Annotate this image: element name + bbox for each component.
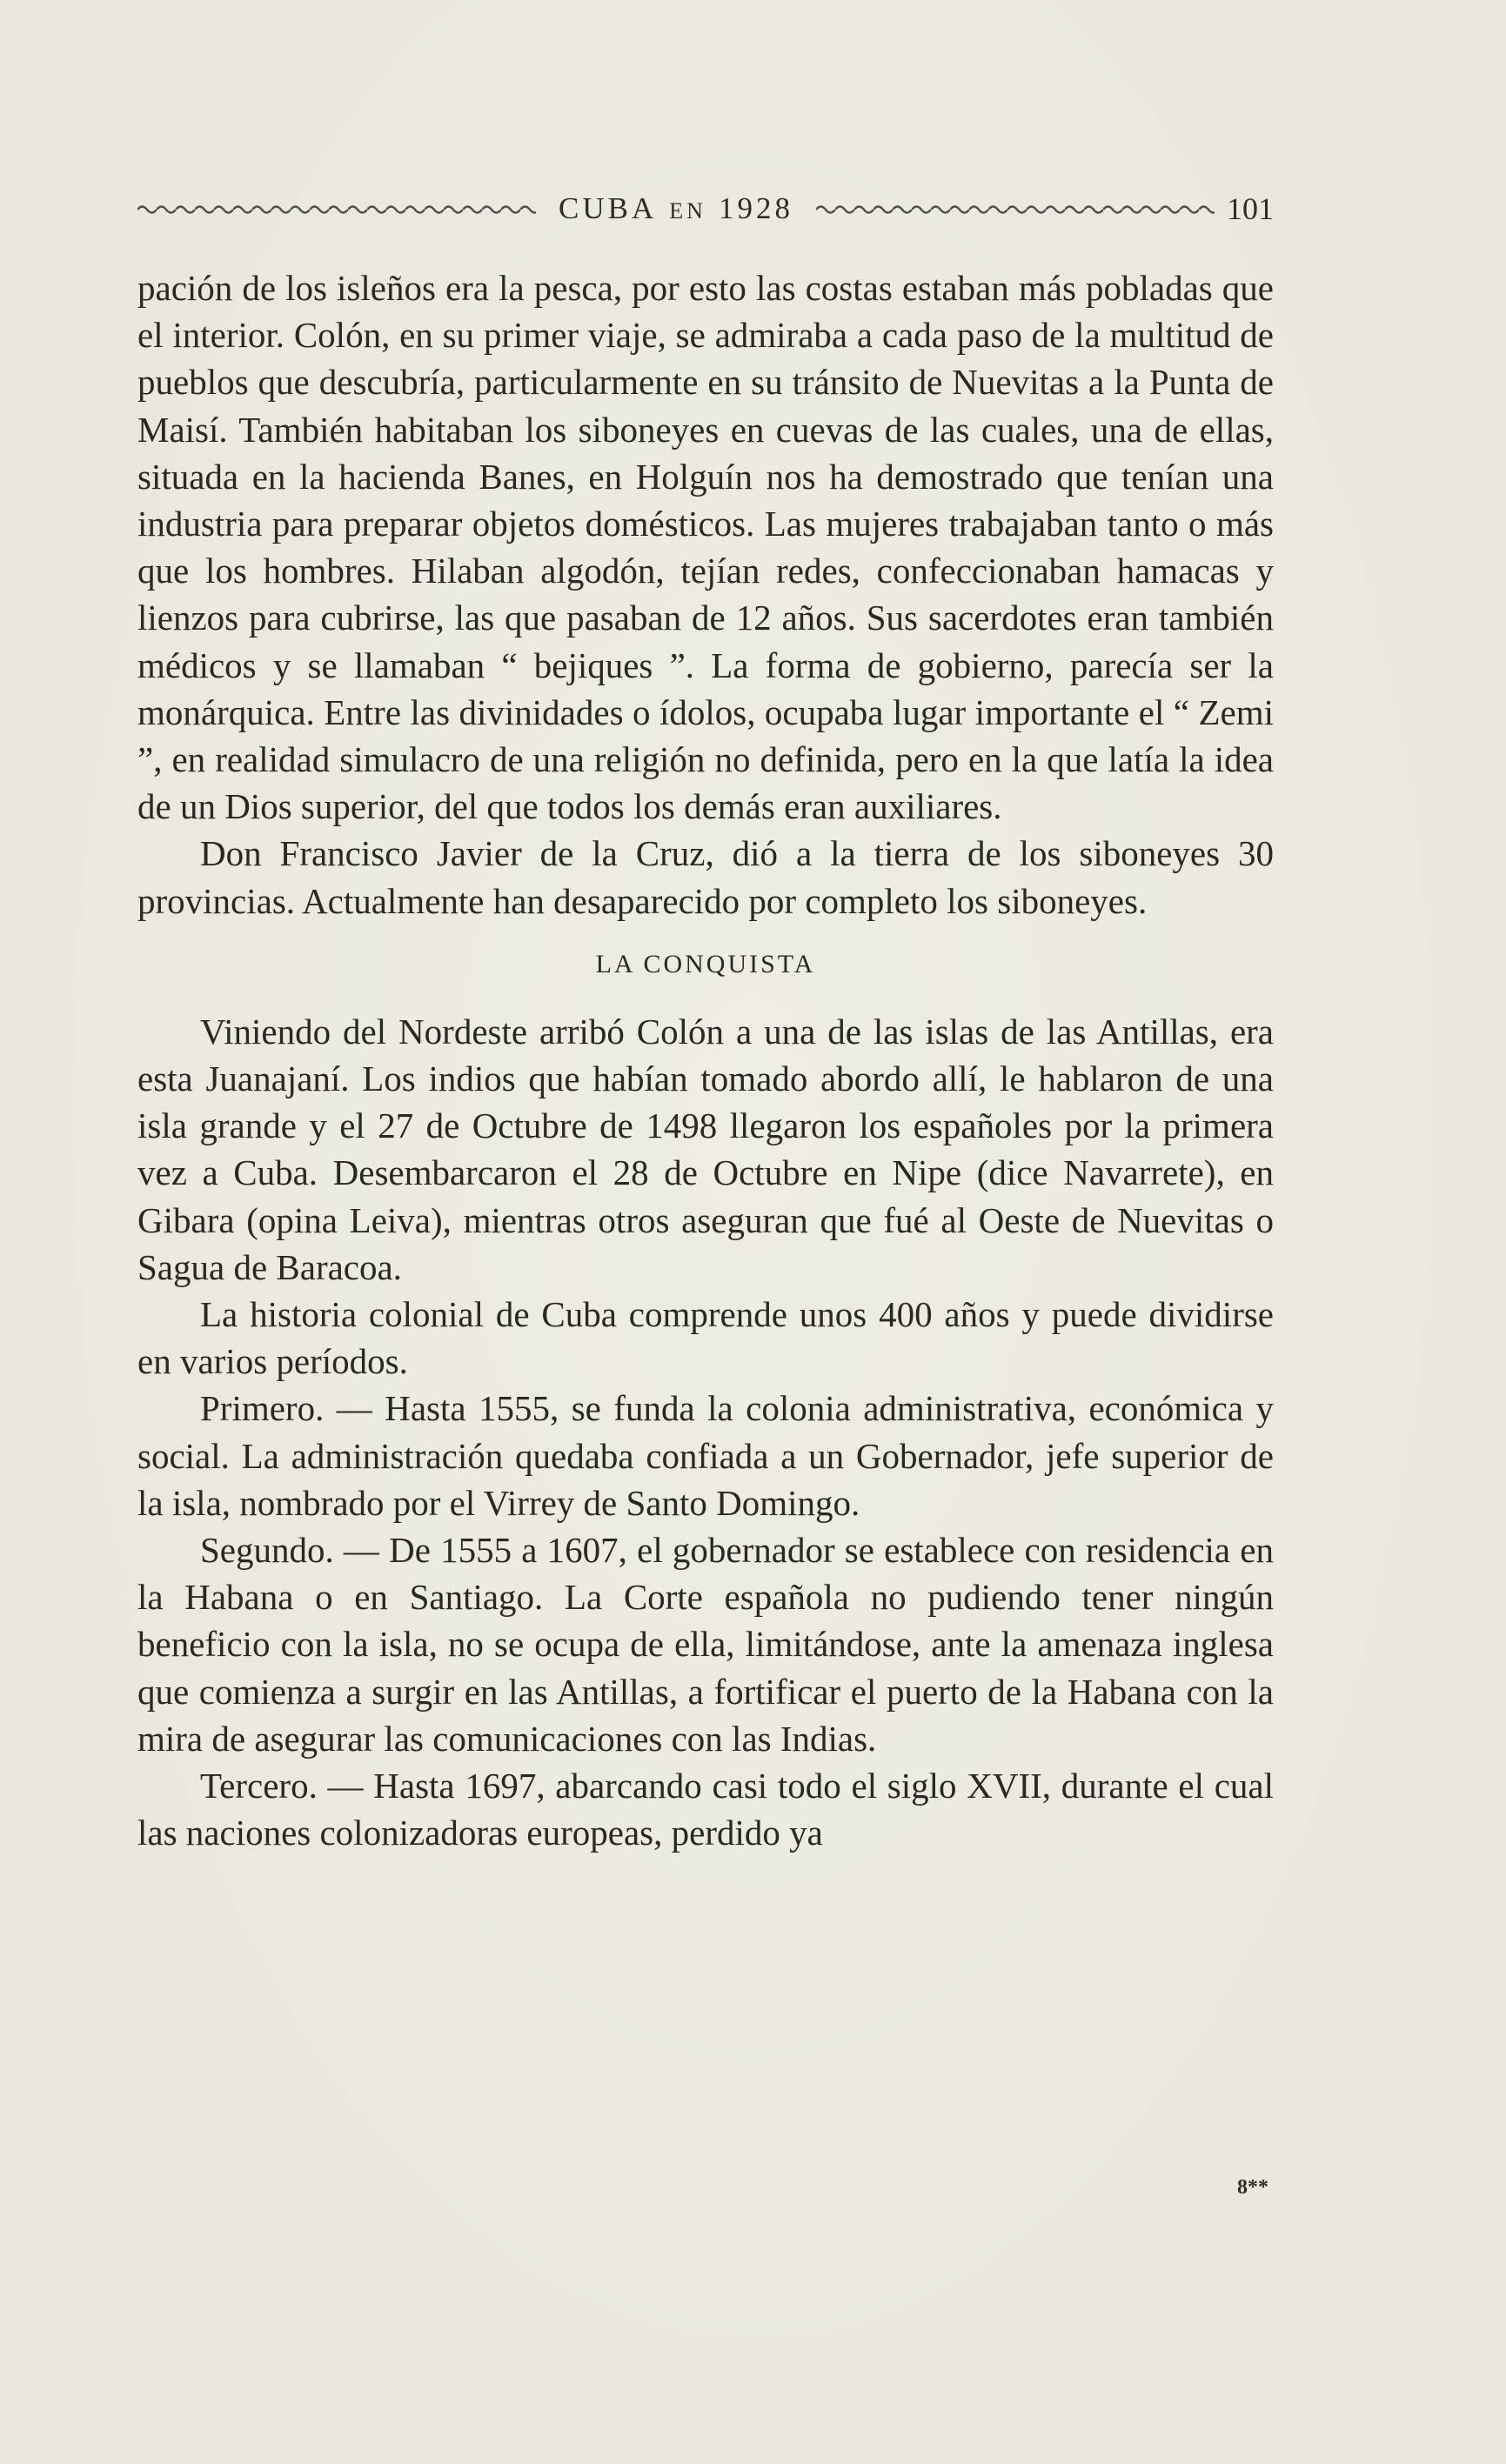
paragraph-first-period: Primero. — Hasta 1555, se funda la colonia administrativa, económica y social. La administración quedaba confiada a un Gobernador, jefe superior de la isla, nombrado por el Virrey de Santo Domingo.	[137, 1388, 1274, 1523]
section-heading: LA CONQUISTA	[595, 949, 816, 978]
page-number: 101	[1227, 191, 1275, 226]
body-text	[137, 264, 1274, 1857]
signature-mark: 8**	[1237, 2176, 1268, 2199]
running-head-word-en: EN	[669, 198, 706, 224]
running-head-title	[559, 191, 793, 226]
paragraph-islanders: pación de los isleños era la pesca, por esto las costas estaban más pobladas que el interior. Colón, en su primer viaje, se admiraba a cada paso de la multitud de pueblos que descubría, particularmente en su tránsito de Nuevitas a la Punta de Maisí. También habitaban los siboneyes en cuevas de las cuales, una de ellas, situada en la hacienda Banes, en Holguín nos ha demostrado que tenían una industria para preparar objetos domésticos. Las mujeres trabajaban tanto o más que los hombres. Hilaban algodón, tejían redes, confeccionaban hamacas y lienzos para cubrirse, las que pasaban de 12 años. Sus sacerdotes eran también médicos y se llamaban “ bejiques ”. La forma de gobierno, parecía ser la monárquica. Entre las divinidades o ídolos, ocupaba lugar importante el “ Zemi ”, en realidad simulacro de una religión no definida, pero en la que latía la idea de un Dios superior, del que todos los demás eran auxiliares.	[137, 268, 1274, 827]
wavy-ornament-left	[137, 203, 536, 215]
paragraph-provinces: Don Francisco Javier de la Cruz, dió a la tierra de los siboneyes 30 provincias. Actualmente han desaparecido por completo los siboneyes.	[137, 833, 1274, 921]
wavy-ornament-right	[816, 203, 1215, 215]
running-head	[137, 190, 1274, 228]
paragraph-third-period: Tercero. — Hasta 1697, abarcando casi todo el siglo XVII, durante el cual las naciones colonizadoras europeas, perdido ya	[137, 1766, 1274, 1853]
paragraph-second-period: Segundo. — De 1555 a 1607, el gobernador se establece con residencia en la Habana o en Santiago. La Corte española no pudiendo tener ningún beneficio con la isla, no se ocupa de ella, limitándose, ante la amenaza inglesa que comienza a surgir en las Antillas, a fortificar el puerto de la Habana con la mira de asegurar las comunicaciones con las Indias.	[137, 1530, 1274, 1759]
running-head-word-cuba: CUBA	[559, 191, 658, 225]
paragraph-colonial-history: La historia colonial de Cuba comprende unos 400 años y puede dividirse en varios períodos.	[137, 1294, 1274, 1382]
running-head-year: 1928	[718, 191, 793, 225]
paragraph-arrival: Viniendo del Nordeste arribó Colón a una de las islas de las Antillas, era esta Juanajaní. Los indios que habían tomado abordo allí, le hablaron de una isla grande y el 27 de Octubre de 1498 llegaron los españoles por la primera vez a Cuba. Desembarcaron el 28 de Octubre en Nipe (dice Navarrete), en Gibara (opina Leiva), mientras otros aseguran que fué al Oeste de Nuevitas o Sagua de Baracoa.	[137, 1011, 1274, 1287]
